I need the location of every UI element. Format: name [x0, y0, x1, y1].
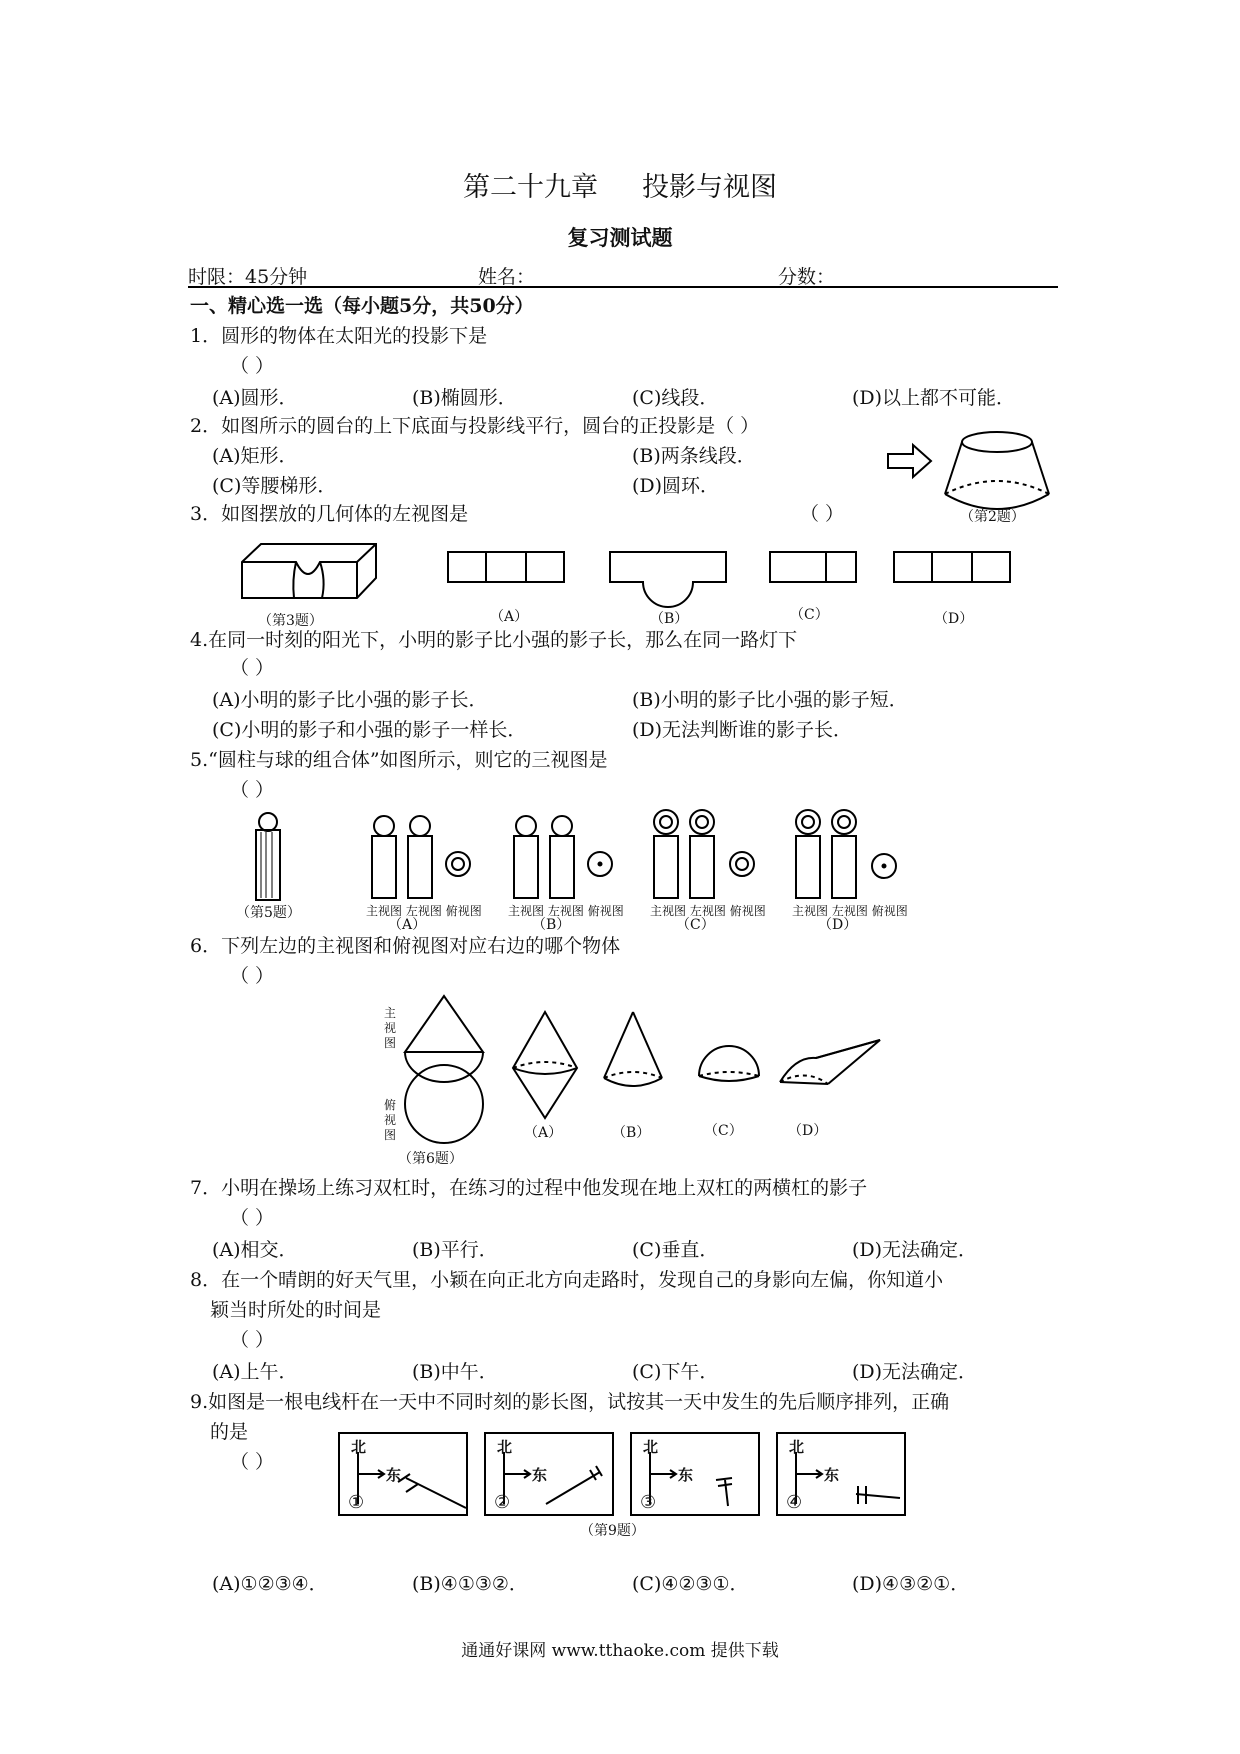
north-label: 北 — [497, 1438, 513, 1456]
q3-option-a-view — [446, 550, 566, 584]
q8-stem-line2: 颖当时所处的时间是 — [210, 1299, 382, 1321]
q3-option-b-view — [608, 550, 728, 606]
panel-number-2: ② — [494, 1492, 511, 1513]
q3-bracket: （ ） — [800, 503, 845, 525]
east-label: 东 — [678, 1466, 694, 1484]
q3-fig-caption: （第3题） — [258, 613, 323, 629]
q3-solid-figure — [236, 540, 381, 605]
east-label: 东 — [824, 1466, 840, 1484]
panel-number-4: ④ — [786, 1492, 803, 1513]
north-label: 北 — [643, 1438, 659, 1456]
q6-option-b-solid — [598, 1010, 668, 1110]
east-label: 东 — [386, 1466, 402, 1484]
q7-bracket: （ ） — [230, 1207, 275, 1229]
q3-option-c-view — [768, 550, 858, 584]
q5-label-a: （A） — [388, 917, 427, 933]
q6-top-label: 俯视图 — [384, 1098, 397, 1142]
section-heading: 一、精心选一选（每小题5分，共50分） — [190, 295, 534, 317]
q5-cylinder-sphere-figure — [248, 810, 288, 905]
q6-given-views — [400, 994, 490, 1144]
q2-frustum-figure — [885, 428, 1055, 508]
q1-bracket: （ ） — [230, 355, 275, 377]
q8-option-b: (B)中午． — [412, 1361, 498, 1383]
q3-label-b: （B） — [650, 611, 689, 627]
q2-option-d: (D)圆环． — [632, 475, 720, 497]
q9-fig-caption: （第9题） — [580, 1523, 645, 1539]
q1-stem: 1．圆形的物体在太阳光的投影下是 — [190, 325, 488, 347]
info-header — [188, 262, 1058, 288]
q6-stem: 6．下列左边的主视图和俯视图对应右边的哪个物体 — [190, 935, 621, 957]
q7-stem: 7．小明在操场上练习双杠时，在练习的过程中他发现在地上双杠的两横杠的影子 — [190, 1177, 868, 1199]
name-field: 姓名： — [478, 266, 536, 288]
q8-option-d: (D)无法确定． — [852, 1361, 978, 1383]
q5-option-c-views — [650, 808, 760, 899]
q6-fig-caption: （第6题） — [398, 1151, 463, 1167]
q3-stem: 3．如图摆放的几何体的左视图是 — [190, 503, 469, 525]
q9-option-a: (A)①②③④． — [212, 1573, 328, 1595]
q6-option-d-solid — [776, 1036, 886, 1091]
q4-stem: 4.在同一时刻的阳光下，小明的影子比小强的影子长，那么在同一路灯下 — [190, 629, 798, 651]
page-title — [0, 165, 1240, 204]
q9-panel-4 — [776, 1432, 906, 1516]
q6-bracket: （ ） — [230, 965, 275, 987]
q6-label-a: （A） — [524, 1125, 563, 1141]
q1-option-c: (C)线段． — [632, 387, 719, 409]
q5-d-view-labels: 主视图 左视图 俯视图 — [792, 904, 908, 918]
q5-b-view-labels: 主视图 左视图 俯视图 — [508, 904, 624, 918]
q5-c-view-labels: 主视图 左视图 俯视图 — [650, 904, 766, 918]
q6-label-c: （C） — [704, 1123, 743, 1139]
q4-option-a: (A)小明的影子比小强的影子长． — [212, 689, 488, 711]
q9-bracket: （ ） — [230, 1451, 275, 1473]
q2-fig-caption: （第2题） — [960, 509, 1025, 525]
q9-stem-line2: 的是 — [210, 1421, 249, 1443]
east-label: 东 — [532, 1466, 548, 1484]
title-chapter: 第二十九章 — [463, 172, 598, 203]
time-limit: 时限：45分钟 — [188, 266, 308, 288]
q3-label-d: （D） — [934, 611, 974, 627]
q5-label-d: （D） — [818, 917, 858, 933]
q8-option-a: (A)上午． — [212, 1361, 298, 1383]
q6-option-a-solid — [505, 1010, 585, 1120]
q2-option-c: (C)等腰梯形． — [212, 475, 337, 497]
q4-option-b: (B)小明的影子比小强的影子短． — [632, 689, 908, 711]
q9-panel-1 — [338, 1432, 468, 1516]
q8-bracket: （ ） — [230, 1329, 275, 1351]
q9-panel-3 — [630, 1432, 760, 1516]
q8-stem-line1: 8．在一个晴朗的好天气里，小颖在向正北方向走路时，发现自己的身影向左偏，你知道小 — [190, 1269, 944, 1291]
title-topic: 投影与视图 — [642, 172, 777, 203]
q5-stem: 5.“圆柱与球的组合体”如图所示，则它的三视图是 — [190, 749, 608, 771]
q6-label-d: （D） — [788, 1123, 828, 1139]
q5-label-b: （B） — [532, 917, 571, 933]
q1-option-d: (D)以上都不可能． — [852, 387, 1016, 409]
q4-bracket: （ ） — [230, 657, 275, 679]
q7-option-a: (A)相交． — [212, 1239, 298, 1261]
panel-number-3: ③ — [640, 1492, 657, 1513]
q4-option-c: (C)小明的影子和小强的影子一样长． — [212, 719, 527, 741]
q5-label-c: （C） — [676, 917, 715, 933]
q3-option-d-view — [892, 550, 1012, 584]
north-label: 北 — [351, 1438, 367, 1456]
q2-option-b: (B)两条线段． — [632, 445, 756, 467]
q5-bracket: （ ） — [230, 779, 275, 801]
q3-label-a: （A） — [490, 609, 529, 625]
q7-option-d: (D)无法确定． — [852, 1239, 978, 1261]
q2-option-a: (A)矩形． — [212, 445, 298, 467]
q9-option-d: (D)④③②①． — [852, 1573, 970, 1595]
q5-option-d-views — [792, 808, 902, 899]
q3-label-c: （C） — [790, 607, 829, 623]
q5-fig-caption: （第5题） — [236, 905, 301, 921]
north-label: 北 — [789, 1438, 805, 1456]
q5-option-b-views — [510, 814, 620, 899]
q7-option-b: (B)平行． — [412, 1239, 498, 1261]
q1-option-b: (B)椭圆形． — [412, 387, 517, 409]
q9-option-b: (B)④①③②． — [412, 1573, 528, 1595]
q9-panel-2 — [484, 1432, 614, 1516]
q4-option-d: (D)无法判断谁的影子长． — [632, 719, 853, 741]
panel-number-1: ① — [348, 1492, 365, 1513]
q7-option-c: (C)垂直． — [632, 1239, 719, 1261]
q2-stem: 2．如图所示的圆台的上下底面与投影线平行，圆台的正投影是（ ） — [190, 415, 760, 437]
q5-option-a-views — [368, 814, 478, 899]
q1-option-a: (A)圆形． — [212, 387, 298, 409]
score-field: 分数： — [778, 266, 836, 288]
footer-source: 通通好课网 www.tthaoke.com 提供下载 — [461, 1641, 779, 1661]
q9-option-c: (C)④②③①． — [632, 1573, 749, 1595]
q9-stem-line1: 9.如图是一根电线杆在一天中不同时刻的影长图，试按其一天中发生的先后顺序排列，正确 — [190, 1391, 950, 1413]
q6-front-label: 主视图 — [384, 1006, 397, 1050]
q5-a-view-labels: 主视图 左视图 俯视图 — [366, 904, 482, 918]
q6-label-b: （B） — [612, 1125, 651, 1141]
q6-option-c-solid — [694, 1040, 764, 1085]
page-subtitle: 复习测试题 — [567, 225, 673, 250]
q8-option-c: (C)下午． — [632, 1361, 719, 1383]
